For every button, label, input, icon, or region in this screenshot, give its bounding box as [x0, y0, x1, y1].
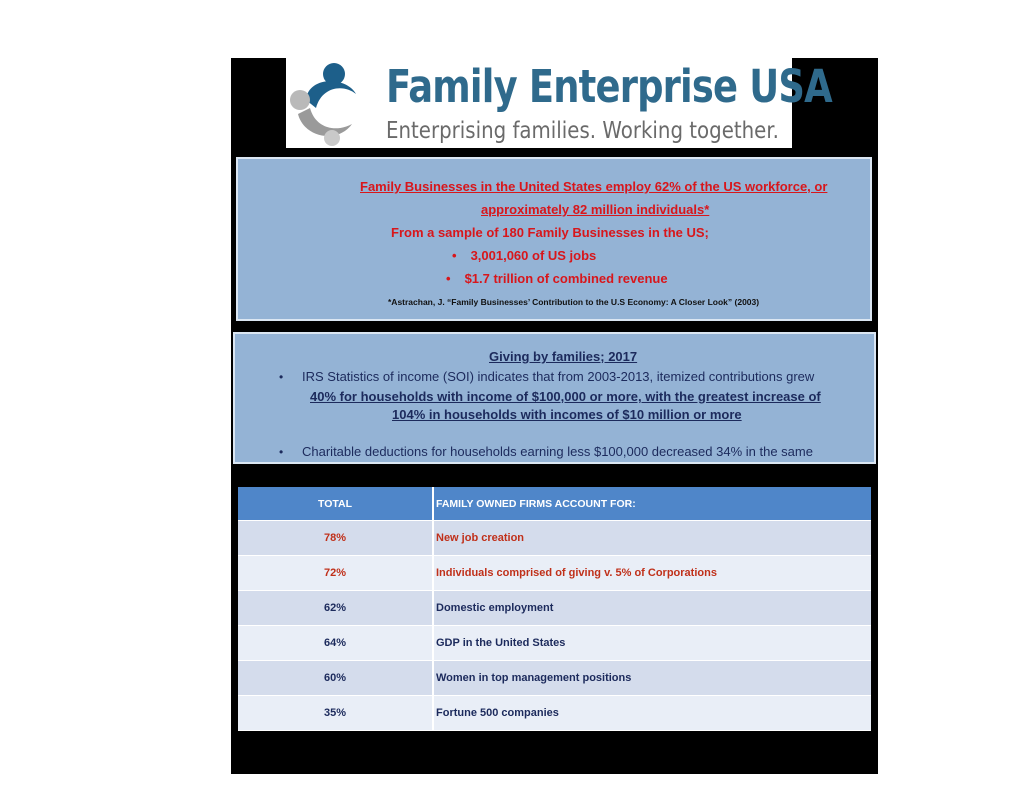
- row-description: Domestic employment: [436, 602, 554, 614]
- family-logo-icon: [286, 58, 366, 148]
- table-row: [238, 626, 871, 661]
- logo-tagline: Enterprising families. Working together.: [386, 118, 779, 144]
- headline-line-2: approximately 82 million individuals*: [481, 202, 710, 217]
- stat-bullet-revenue: [446, 271, 668, 286]
- giving-title: Giving by families; 2017: [489, 349, 638, 364]
- row-description: Women in top management positions: [436, 672, 632, 684]
- stat-bullet-jobs-text: 3,001,060 of US jobs: [470, 248, 597, 263]
- header-total: TOTAL: [317, 497, 353, 510]
- giving-by-families-box: [233, 332, 876, 464]
- bullet-dot-icon: •: [446, 271, 451, 286]
- row-total: 60%: [323, 672, 347, 684]
- row-description: New job creation: [436, 532, 525, 544]
- row-total: 35%: [323, 707, 347, 719]
- table-header-row: [238, 487, 871, 521]
- header-description: FAMILY OWNED FIRMS ACCOUNT FOR:: [436, 497, 636, 510]
- giving-bullet-1-intro: IRS Statistics of income (SOI) indicates that from 2003-2013, itemized contributions grew: [302, 369, 815, 384]
- giving-bullet-2: Charitable deductions for households earning less $100,000 decreased 34% in the same: [302, 444, 813, 459]
- row-description: Fortune 500 companies: [436, 707, 559, 719]
- giving-bullet-1-line2: 40% for households with income of $100,000 or more, with the greatest increase of: [310, 389, 821, 404]
- family-business-stats-box: [236, 157, 872, 321]
- bullet-dot-icon: •: [452, 248, 457, 263]
- row-total: 78%: [323, 532, 347, 544]
- row-total: 62%: [323, 602, 347, 614]
- table-row: [238, 661, 871, 696]
- row-total: 64%: [323, 637, 347, 649]
- row-description: Individuals comprised of giving v. 5% of Corporations: [436, 567, 717, 579]
- table-row: [238, 696, 871, 731]
- citation: *Astrachan, J. “Family Businesses’ Contribution to the U.S Economy: A Closer Look” (2003): [388, 297, 760, 307]
- sample-line: From a sample of 180 Family Businesses in the US;: [391, 225, 709, 240]
- logo-banner: [286, 58, 832, 148]
- logo-title: Family Enterprise USA: [386, 60, 832, 113]
- row-description: GDP in the United States: [436, 637, 566, 649]
- headline-line-1: Family Businesses in the United States employ 62% of the US workforce, or: [360, 179, 828, 194]
- bullet-dot-icon: •: [279, 370, 284, 384]
- table-row: [238, 591, 871, 626]
- row-total: 72%: [323, 567, 347, 579]
- table-row: [238, 521, 871, 556]
- bullet-dot-icon: •: [279, 445, 284, 459]
- stat-bullet-jobs: [452, 248, 596, 263]
- stat-bullet-revenue-text: $1.7 trillion of combined revenue: [464, 271, 668, 286]
- table-row: [238, 556, 871, 591]
- family-firms-table: [238, 487, 871, 731]
- giving-bullet-1-line3: 104% in households with incomes of $10 million or more: [392, 407, 742, 422]
